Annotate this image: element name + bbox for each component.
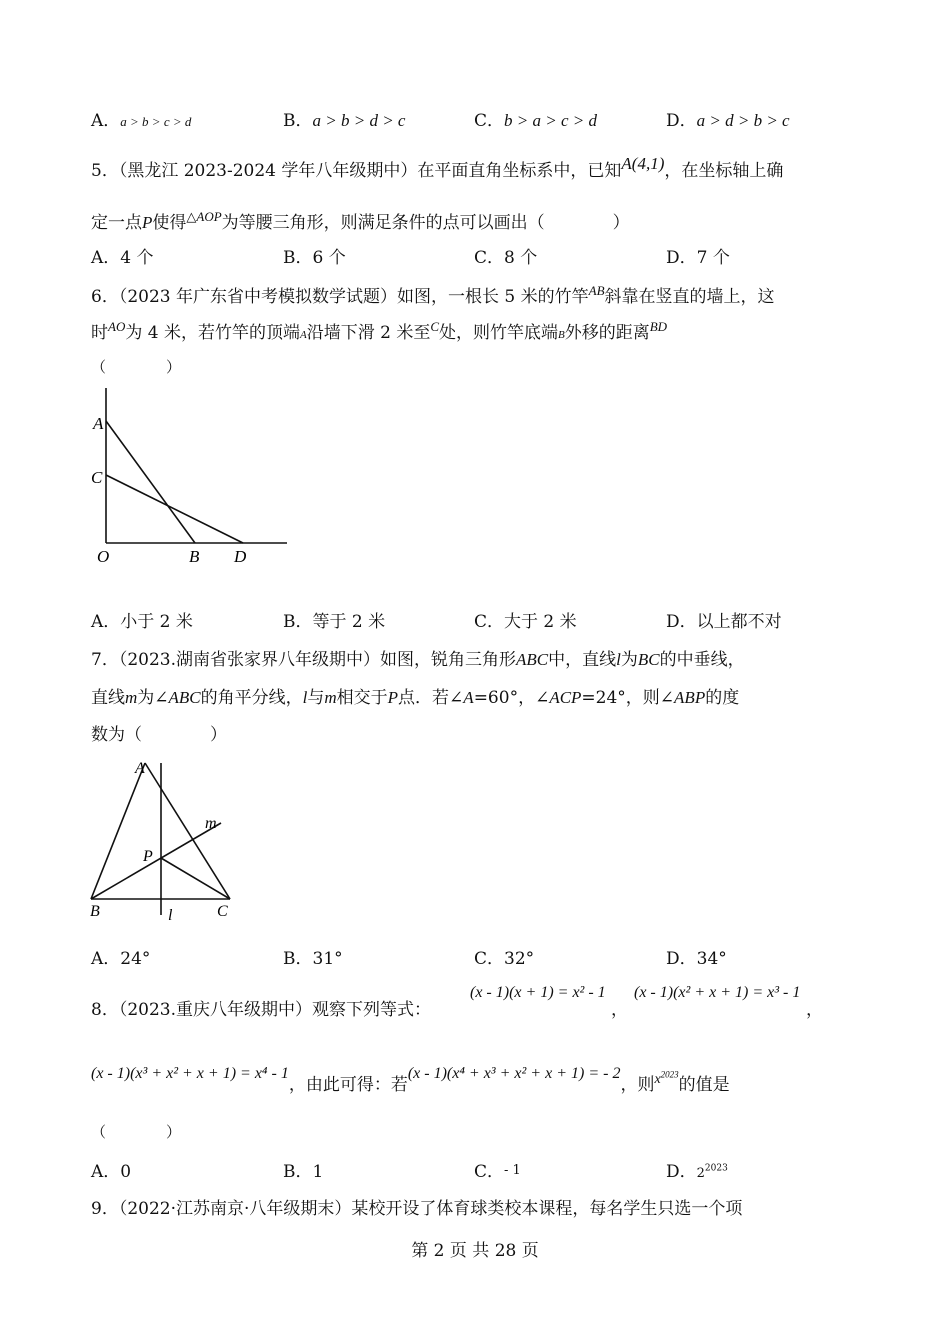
math-point-a: A(4,1) xyxy=(621,154,665,173)
math-l: l xyxy=(616,650,621,669)
question-text: =60°，∠ xyxy=(473,688,550,708)
option-label: D． xyxy=(666,111,697,131)
option-text: 1 xyxy=(312,1162,324,1182)
question-text: ，由此可得：若 xyxy=(288,1075,408,1095)
label-c: C xyxy=(91,468,103,487)
math-bd: BD xyxy=(649,319,668,334)
q4-option-a xyxy=(91,106,191,131)
question-number: 6． xyxy=(91,287,119,307)
option-label: C． xyxy=(474,1162,505,1182)
q5-line1 xyxy=(91,156,783,181)
label-p: P xyxy=(143,848,153,865)
q4-option-d xyxy=(666,106,790,131)
option-text: 以上都不对 xyxy=(696,612,782,632)
math-ab: AB xyxy=(588,283,605,298)
math-x-power xyxy=(654,1069,679,1087)
side-ac-line xyxy=(145,763,230,899)
question-text: 直线 xyxy=(91,688,125,708)
question-text: （2023 年广东省中考模拟数学试题）如图，一根长 5 米的竹竿 xyxy=(118,287,589,307)
math-m: m xyxy=(324,688,337,707)
q8-option-b xyxy=(283,1157,323,1182)
question-text: 的度 xyxy=(705,688,740,708)
option-label: D． xyxy=(666,1162,697,1182)
q6-line2 xyxy=(91,318,667,343)
math-abc: ABC xyxy=(168,688,201,707)
option-text: 2 xyxy=(696,1166,705,1181)
q7-option-d xyxy=(666,944,727,969)
equation-3: (x - 1)(x³ + x² + x + 1) = x⁴ - 1 xyxy=(91,1065,289,1082)
q6-option-d xyxy=(666,607,782,632)
question-text: 相交于 xyxy=(336,688,388,708)
question-text: 为∠ xyxy=(137,688,169,708)
q6-option-a xyxy=(91,607,193,632)
q4-option-b xyxy=(283,106,405,131)
option-label: B． xyxy=(283,949,313,969)
equation-4: (x - 1)(x⁴ + x³ + x² + x + 1) = - 2 xyxy=(407,1065,621,1082)
option-text: 0 xyxy=(120,1162,132,1182)
question-text: （2023.湖南省张家界八年级期中）如图，锐角三角形 xyxy=(118,650,516,670)
q8-line2 xyxy=(91,1065,730,1095)
q7-line3: 数为（ ） xyxy=(91,725,227,745)
label-m: m xyxy=(205,815,217,832)
q7-option-c xyxy=(474,944,534,969)
q8-answer-paren: （ ） xyxy=(91,1123,182,1141)
label-c: C xyxy=(217,903,228,920)
question-text: 的角平分线， xyxy=(200,688,303,708)
option-label: C． xyxy=(474,612,505,632)
q8-line1 xyxy=(91,995,431,1020)
question-text: 的中垂线， xyxy=(659,650,745,670)
option-text: 7 个 xyxy=(696,248,730,268)
label-o: O xyxy=(97,547,110,565)
math-abp: ABP xyxy=(674,688,706,707)
question-text: （黑龙江 2023-2024 学年八年级期中）在平面直角坐标系中，已知 xyxy=(118,161,622,181)
question-text: 斜靠在竖直的墙上，这 xyxy=(604,287,775,307)
question-text: 点．若∠ xyxy=(398,688,464,708)
side-ab-line xyxy=(91,763,145,899)
question-text: 为 xyxy=(620,650,638,670)
q5-option-d xyxy=(666,243,730,268)
exponent: 2023 xyxy=(660,1069,679,1080)
option-expr: a > b > d > c xyxy=(312,111,406,130)
question-text: 为 4 米，若竹竿的顶端 xyxy=(125,323,300,343)
question-number: 7． xyxy=(91,650,119,670)
option-label: C． xyxy=(474,248,505,268)
question-text: 时 xyxy=(91,323,108,343)
question-text: 处，则竹竿底端 xyxy=(439,323,558,343)
question-text: ，则 xyxy=(620,1075,655,1095)
q7-line1 xyxy=(91,645,745,670)
equation-1: (x - 1)(x + 1) = x² - 1 xyxy=(470,984,606,1001)
option-label: A． xyxy=(91,612,121,632)
option-text: 等于 2 米 xyxy=(312,612,386,632)
question-text: 定一点 xyxy=(91,213,142,233)
question-text: =24°，则∠ xyxy=(581,688,675,708)
label-d: D xyxy=(234,547,247,565)
option-expr: b > a > c > d xyxy=(504,111,597,130)
question-text: （2022·江苏南京·八年级期末）某校开设了体育球类校本课程，每名学生只选一个项 xyxy=(118,1199,743,1219)
option-text: 8 个 xyxy=(504,248,538,268)
q6-answer-paren: （ ） xyxy=(91,358,182,376)
math-abc: ABC xyxy=(516,650,549,669)
math-l: l xyxy=(302,688,308,707)
option-text: 31° xyxy=(312,949,343,969)
q6-option-b xyxy=(283,607,385,632)
math-ao: AO xyxy=(108,319,126,334)
question-text: 中，直线 xyxy=(548,650,617,670)
option-expr: a > b > c > d xyxy=(120,114,192,129)
option-label: D． xyxy=(666,949,697,969)
question-text: 沿墙下滑 2 米至 xyxy=(306,323,431,343)
math-triangle: △AOP xyxy=(186,209,222,224)
question-number: 8． xyxy=(91,1000,119,1020)
question-text: ，在坐标轴上确 xyxy=(664,161,784,181)
option-label: D． xyxy=(666,612,697,632)
separator: ， xyxy=(806,1000,823,1020)
q6-option-c xyxy=(474,607,577,632)
question-text: （2023.重庆八年级期中）观察下列等式： xyxy=(118,1000,431,1020)
q5-line2 xyxy=(91,208,630,233)
pole-cd-line xyxy=(106,475,243,543)
option-label: A． xyxy=(91,248,121,268)
option-label: A． xyxy=(91,111,121,131)
q6-line1 xyxy=(91,282,775,307)
label-b: B xyxy=(189,547,200,565)
question-text: 与 xyxy=(307,688,325,708)
q8-option-a xyxy=(91,1157,131,1182)
page-footer: 第 2 页 共 28 页 xyxy=(411,1241,539,1261)
q5-option-b xyxy=(283,243,346,268)
option-label: B． xyxy=(283,248,313,268)
segment-pc xyxy=(161,858,230,899)
option-label: C． xyxy=(474,111,505,131)
q9-line1 xyxy=(91,1194,742,1219)
q5-option-c xyxy=(474,243,537,268)
label-l: l xyxy=(168,907,173,924)
question-number: 9． xyxy=(91,1199,119,1219)
question-text: 为等腰三角形，则满足条件的点可以画出（ ） xyxy=(221,213,630,233)
separator: ， xyxy=(611,1000,628,1020)
option-text: 6 个 xyxy=(312,248,346,268)
option-text: 大于 2 米 xyxy=(504,612,577,632)
label-b: B xyxy=(90,903,100,920)
option-text: 小于 2 米 xyxy=(120,612,193,632)
option-label: B． xyxy=(283,1162,313,1182)
q6-figure xyxy=(88,385,298,565)
option-label: A． xyxy=(91,1162,121,1182)
math-p: P xyxy=(142,213,153,232)
option-text: 34° xyxy=(696,949,727,969)
option-label: B． xyxy=(283,111,313,131)
option-text: - 1 xyxy=(504,1163,521,1178)
option-label: B． xyxy=(283,612,313,632)
math-b: B xyxy=(558,329,565,341)
question-text: 的值是 xyxy=(678,1075,730,1095)
math-a: A xyxy=(463,688,474,707)
q7-option-b xyxy=(283,944,343,969)
q7-option-a xyxy=(91,944,150,969)
q7-line2 xyxy=(91,683,739,708)
math-acp: ACP xyxy=(549,688,582,707)
math-bc: BC xyxy=(637,650,660,669)
base-x: x xyxy=(654,1072,661,1087)
label-a: A xyxy=(93,414,104,433)
question-number: 5． xyxy=(91,161,119,181)
q4-option-c xyxy=(474,106,597,131)
math-c: C xyxy=(430,319,439,334)
q5-option-a xyxy=(91,243,154,268)
line-m xyxy=(91,823,221,899)
option-label: A． xyxy=(91,949,121,969)
math-a: A xyxy=(299,329,307,341)
option-text: 32° xyxy=(504,949,535,969)
math-p: P xyxy=(387,688,399,707)
q8-option-c xyxy=(474,1157,521,1182)
option-text: 4 个 xyxy=(120,248,154,268)
question-text: 外移的距离 xyxy=(564,323,650,343)
option-exponent: 2023 xyxy=(704,1163,728,1174)
option-label: D． xyxy=(666,248,697,268)
label-a: A xyxy=(135,760,145,777)
math-m: m xyxy=(125,688,138,707)
question-text: 使得 xyxy=(152,213,187,233)
equation-2: (x - 1)(x² + x + 1) = x³ - 1 xyxy=(634,984,801,1001)
option-text: 24° xyxy=(120,949,151,969)
q8-option-d xyxy=(666,1157,728,1182)
option-expr: a > d > b > c xyxy=(696,111,790,130)
q7-figure xyxy=(85,755,235,925)
option-label: C． xyxy=(474,949,505,969)
